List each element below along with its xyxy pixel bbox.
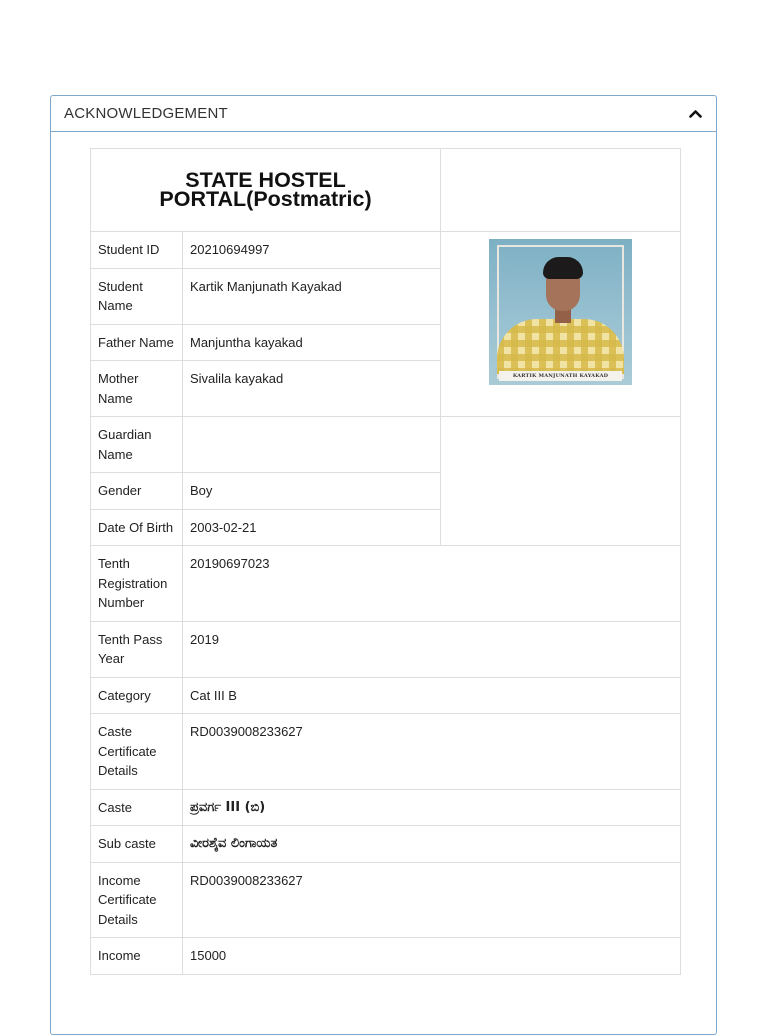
photo-shirt — [497, 319, 624, 374]
title-row — [91, 149, 681, 232]
field-value: Kartik Manjunath Kayakad — [183, 268, 441, 324]
table-row — [91, 826, 681, 863]
field-label: Category — [91, 677, 183, 714]
chevron-up-icon[interactable] — [688, 107, 702, 121]
panel-header[interactable] — [51, 96, 716, 132]
field-label: Income — [91, 938, 183, 975]
field-label: Caste Certificate Details — [91, 714, 183, 790]
field-label: Caste — [91, 789, 183, 826]
field-label: Guardian Name — [91, 417, 183, 473]
table-row — [91, 938, 681, 975]
table-row — [91, 546, 681, 622]
student-photo — [489, 239, 632, 385]
panel-title: ACKNOWLEDGEMENT — [64, 105, 228, 122]
field-value: ಪ್ರವರ್ಗ III (ಬಿ) — [183, 789, 681, 826]
table-row — [91, 862, 681, 938]
field-label: Tenth Pass Year — [91, 621, 183, 677]
field-label: Sub caste — [91, 826, 183, 863]
portal-title-line1: STATE HOSTEL — [185, 167, 346, 192]
field-value: 20190697023 — [183, 546, 681, 622]
field-label: Tenth Registration Number — [91, 546, 183, 622]
portal-title-line2: PORTAL(Postmatric) — [159, 187, 372, 211]
field-value: ವೀರಶೈವ ಲಿಂಗಾಯತ — [183, 826, 681, 863]
field-label: Income Certificate Details — [91, 862, 183, 938]
field-value: 15000 — [183, 938, 681, 975]
field-value: Sivalila kayakad — [183, 361, 441, 417]
table-row — [91, 789, 681, 826]
table-row — [91, 232, 681, 269]
portal-title — [91, 149, 441, 232]
photo-blank-cell — [441, 417, 681, 546]
field-label: Date Of Birth — [91, 509, 183, 546]
acknowledgement-table — [90, 148, 681, 975]
table-row — [91, 417, 681, 473]
field-label: Father Name — [91, 324, 183, 361]
field-value: RD0039008233627 — [183, 862, 681, 938]
title-blank-cell — [441, 149, 681, 232]
field-label: Student Name — [91, 268, 183, 324]
field-value: Cat III B — [183, 677, 681, 714]
photo-hair — [543, 257, 583, 279]
field-value: 2003-02-21 — [183, 509, 441, 546]
photo-caption: KARTIK MANJUNATH KAYAKAD — [499, 371, 622, 381]
table-row — [91, 714, 681, 790]
field-value: RD0039008233627 — [183, 714, 681, 790]
field-label: Mother Name — [91, 361, 183, 417]
field-label: Student ID — [91, 232, 183, 269]
field-value — [183, 417, 441, 473]
field-value: Manjuntha kayakad — [183, 324, 441, 361]
field-value: Boy — [183, 473, 441, 510]
acknowledgement-panel — [50, 95, 717, 1035]
field-value: 2019 — [183, 621, 681, 677]
table-row — [91, 677, 681, 714]
photo-cell — [441, 232, 681, 417]
field-label: Gender — [91, 473, 183, 510]
field-value: 20210694997 — [183, 232, 441, 269]
table-row — [91, 621, 681, 677]
